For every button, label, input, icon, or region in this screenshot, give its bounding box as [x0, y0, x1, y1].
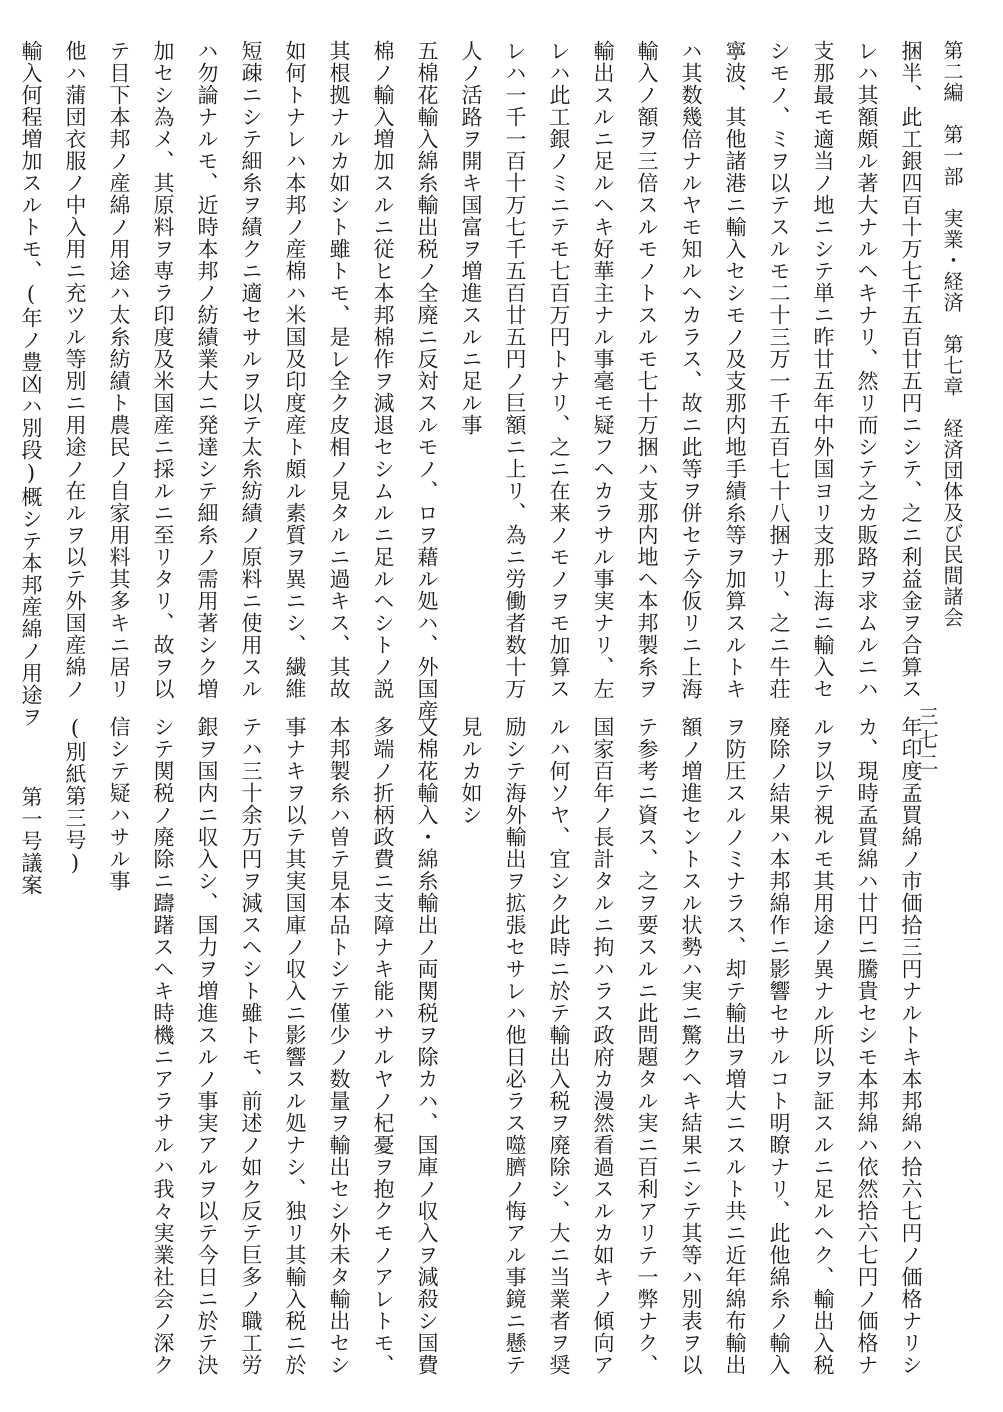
text-column: 五棉花輸入綿糸輸出税ノ全廃ニ反対スルモノ、ロヲ藉ル処ハ、外国産: [415, 40, 439, 722]
text-column: 如何トナレハ本邦ノ産棉ハ米国及印度産ト頗ル素質ヲ異ニシ、繊維: [283, 40, 307, 700]
text-column: 多端ノ折柄政費ニ支障ナキ能ハサルヤノ杞憂ヲ抱クモノアレトモ、: [371, 716, 395, 1376]
text-column: ヲ防圧スルノミナラス、却テ輸出ヲ増大ニスルト共ニ近年綿布輸出: [723, 716, 747, 1376]
text-column: 支那最モ適当ノ地ニシテ単ニ昨廿五年中外国ヨリ支那上海ニ輸入セ: [811, 40, 835, 700]
text-column: 励シテ海外輸出ヲ拡張セサレハ他日必ラス噬臍ノ悔アル事鏡ニ懸テ: [503, 716, 527, 1376]
text-column: ルヲ以テ視ルモ其用途ノ異ナル所以ヲ証スルニ足ルヘク、輸出入税: [811, 716, 835, 1376]
text-column: 輸入何程増加スルトモ、(年ノ豊凶ハ別段)概シテ本邦産綿ノ用途ヲ: [19, 40, 43, 728]
text-column: 信シテ疑ハサル事: [107, 716, 131, 892]
text-column: 額ノ増進セントスル状勢ハ実ニ驚クヘキ結果ニシテ其等ハ別表ヲ以: [679, 716, 703, 1376]
text-column: 輸入ノ額ヲ三倍スルモノトスルモ七十万捆ハ支那内地ヘ本邦製糸ヲ: [635, 40, 659, 700]
text-column: 他ハ蒲団衣服ノ中入用ニ充ツル等別ニ用途ノ在ルヲ以テ外国産綿ノ: [63, 40, 87, 700]
text-column: テ参考ニ資ス、之ヲ要スルニ此問題タル実ニ百利アリテ一弊ナク、: [635, 716, 659, 1376]
text-column: シテ関税ノ廃除ニ躊躇スヘキ時機ニアラサルハ我々実業社会ノ深ク: [151, 716, 175, 1376]
text-column: カ、現時孟買綿ハ廿円ニ騰貴セシモ本邦綿ハ依然拾六七円ノ価格ナ: [855, 716, 879, 1376]
text-column: シモノ、ミヲ以テスルモ二十三万一千五百七十八捆ナリ、之ニ牛荘: [767, 40, 791, 700]
text-column: レハ一千一百十万七千五百廿五円ノ巨額ニ上リ、為ニ労働者数十万: [503, 40, 527, 700]
attachment-label: (別紙第三号): [63, 716, 87, 876]
text-column: テ目下本邦ノ産綿ノ用途ハ太糸紡績ト農民ノ自家用料其多キニ居リ: [107, 40, 131, 700]
text-column: ハ勿論ナルモ、近時本邦ノ紡績業大ニ発達シテ細糸ノ需用著シク増: [195, 40, 219, 700]
text-column: 見ルカ如シ: [459, 716, 483, 826]
text-column: レハ其額頗ル著大ナルヘキナリ、然リ而シテ之カ販路ヲ求ムルニハ: [855, 40, 879, 700]
upper-text-block: [19, 40, 933, 728]
text-column: 短疎ニシテ細糸ヲ績クニ適セサルヲ以テ太糸紡績ノ原料ニ使用スル: [239, 40, 263, 700]
text-column: 輸出スルニ足ルヘキ好華主ナル事毫モ疑フヘカラサル事実ナリ、左: [591, 40, 615, 700]
text-column: 銀ヲ国内ニ収入シ、国力ヲ増進スルノ事実アルヲ以テ今日ニ於テ決: [195, 716, 219, 1376]
text-column: 国家百年ノ長計タルニ拘ハラス政府カ漫然看過スルカ如キノ傾向ア: [591, 716, 615, 1376]
text-column: 其根拠ナルカ如シト雖トモ、是レ全ク皮相ノ見タルニ過キス、其故: [327, 40, 351, 700]
text-column: 本邦製糸ハ曽テ見本品トシテ僅少ノ数量ヲ輸出セシ外未タ輸出セシ: [327, 716, 351, 1376]
text-column: レハ此工銀ノミニテモ七百万円トナリ、之ニ在来ノモノヲモ加算ス: [547, 40, 571, 700]
text-column: 人ノ活路ヲ開キ国富ヲ増進スルニ足ル事: [459, 40, 483, 436]
text-column: ルハ何ソヤ、宜シク此時ニ於テ輸出入税ヲ廃除シ、大ニ当業者ヲ奨: [547, 716, 571, 1376]
text-column: 捆半、此工銀四百十万七千五百廿五円ニシテ、之ニ利益金ヲ合算ス: [899, 40, 923, 700]
text-column: 事ナキヲ以テ其実国庫ノ収入ニ影響スル処ナシ、独リ其輸入税ニ於: [283, 716, 307, 1376]
text-column: ハ其数幾倍ナルヤモ知ルヘカラス、故ニ此等ヲ併セテ今仮リニ上海: [679, 40, 703, 700]
running-head: 第二編 第一部 実業・経済 第七章 経済団体及び民間諸会: [940, 40, 964, 628]
text-column: 加セシ為メ、其原料ヲ専ラ印度及米国産ニ採ルニ至リタリ、故ヲ以: [151, 40, 175, 700]
proposer: [0, 700, 9, 1350]
lower-text-block: [19, 700, 933, 1376]
proposal-number: 第一号議案: [19, 786, 43, 896]
text-column: 寧波、其他諸港ニ輸入セシモノ及支那内地手績糸等ヲ加算スルトキ: [723, 40, 747, 700]
text-column: 棉ノ輸入増加スルニ従ヒ本邦棉作ヲ減退セシムルニ足ルヘシトノ説: [371, 40, 395, 700]
text-column: テハ三十余万円ヲ減スヘシト雖トモ、前述ノ如ク反テ巨多ノ職工労: [239, 716, 263, 1376]
text-column: 廃除ノ結果ハ本邦綿作ニ影響セサルコト明瞭ナリ、此他綿糸ノ輸入: [767, 716, 791, 1376]
text-column: [0, 40, 9, 680]
text-column: 年印度孟買綿ノ市価拾三円ナルトキ本邦綿ハ拾六七円ノ価格ナリシ: [899, 716, 923, 1376]
text-column: 又棉花輸入・綿糸輸出ノ両関税ヲ除カハ、国庫ノ収入ヲ減殺シ国費: [415, 716, 439, 1376]
page-number: 三七二: [915, 706, 939, 775]
